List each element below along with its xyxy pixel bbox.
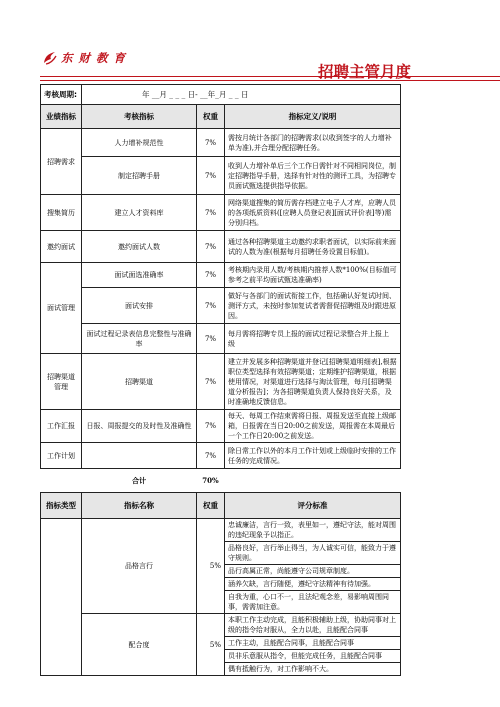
table-row (41, 288, 401, 324)
table-row (41, 354, 401, 410)
criteria-text: 品行高属正常，尚能遵守公司规章制度。 (225, 565, 401, 578)
indicator-name: 制定招聘手册 (82, 157, 197, 195)
weight-value: 7% (197, 231, 225, 263)
header-name: 指标名称 (82, 493, 197, 519)
criteria-text: 本职工作主动完成，且能积极辅助上级，协助同事对上级的指令给对服从，全力以赴，且能配合同事 (225, 614, 401, 637)
weight-value: 7% (197, 129, 225, 157)
weight-value: 7% (197, 195, 225, 231)
definition-text: 需按月统计各部门的招聘需求(以收到签字的人力增补单为准),并合理分配招聘任务。 (225, 129, 401, 157)
header-type: 指标类型 (41, 493, 82, 519)
type-cell (41, 519, 82, 676)
page-title: 招聘主管月度 (318, 63, 412, 81)
weight-value: 5% (197, 614, 225, 676)
header-indicator: 考核指标 (82, 105, 197, 129)
group-name: 面试管理 (41, 263, 82, 354)
indicator-name: 招聘渠道 (82, 354, 197, 410)
table-row (41, 231, 401, 263)
kpi-table (40, 84, 401, 493)
definition-text: 做好与各部门的面试衔接工作，包括确认好复试时间、测评方式，未按时参加复试者需督促招聘组及时跟进原因。 (225, 288, 401, 324)
table-row (41, 129, 401, 157)
criteria-text: 品格良好，言行举止得当，为人诚实可信，能致力于遵守规则。 (225, 542, 401, 565)
weight-value: 7% (197, 410, 225, 443)
total-row (41, 469, 401, 493)
table-row (41, 410, 401, 443)
weight-value: 7% (197, 354, 225, 410)
weight-value: 7% (197, 324, 225, 354)
indicator-name: 建立人才资料库 (82, 195, 197, 231)
header-rule-thin (40, 80, 500, 81)
weight-value: 5% (197, 519, 225, 614)
weight-value: 7% (197, 443, 225, 469)
indicator-name (82, 443, 197, 469)
group-name: 工作计划 (41, 443, 82, 469)
company-logo (42, 50, 126, 66)
header-definition: 指标定义/说明 (225, 105, 401, 129)
group-name: 招聘渠道管理 (41, 354, 82, 410)
criteria-text: 工作主动，且能配合同事，且能配合同事 (225, 637, 401, 650)
header-weight: 权重 (197, 105, 225, 129)
header-criteria: 评分标准 (225, 493, 401, 519)
weight-value: 7% (197, 157, 225, 195)
table-row (41, 324, 401, 354)
group-name: 搜集简历 (41, 195, 82, 231)
table-row (41, 263, 401, 288)
header-weight: 权重 (197, 493, 225, 519)
criteria-name: 配合度 (82, 614, 197, 676)
indicator-name: 邀约面试人数 (82, 231, 197, 263)
logo-mark-icon (42, 50, 58, 66)
definition-text: 每天、每周工作结束需将日报、周报发送至直接上级邮箱，日报需在当日20:00之前发送，周报需在本周最后一个工作日20:00之前发送。 (225, 410, 401, 443)
indicator-name: 面试过程记录表信息完整性与准确率 (82, 324, 197, 354)
total-label: 合计 (132, 475, 146, 485)
group-name: 招聘需求 (41, 129, 82, 195)
indicator-name: 人力增补规范性 (82, 129, 197, 157)
definition-text: 考核期内录用人数/考核期内推荐人数*100%(目标值可参考之前平均面试甄选准确率) (225, 263, 401, 288)
indicator-name: 面试面选准确率 (82, 263, 197, 288)
table-row (41, 614, 401, 637)
weight-value: 7% (197, 263, 225, 288)
table-row (41, 157, 401, 195)
criteria-text: 忠诚廉洁，言行一致，表里如一，遵纪守法，能对周围的违纪现象予以指正。 (225, 519, 401, 542)
definition-text: 网络渠道搜集的简历需存档建立电子人才库，应聘人员的各项纸质资料([应聘人员登记表][面试评价表]等)需分别归档。 (225, 195, 401, 231)
indicator-name: 日报、周报提交的及时性及准确性 (82, 410, 197, 443)
header-category: 业绩指标 (41, 105, 82, 129)
criteria-text: 涵养欠缺，言行随便，遵纪守法精神有待加强。 (225, 578, 401, 591)
criteria-text: 员非乐意服从指令，但能完成任务，且能配合同事 (225, 650, 401, 663)
table-row (41, 195, 401, 231)
criteria-text: 自我为重，心口不一，且法纪观念差，易影响周围同事，需需加注意。 (225, 591, 401, 614)
period-value: 年 __月 _ _ _ 日- __年_月 _ _ 日 (82, 85, 401, 105)
group-name: 邀约面试 (41, 231, 82, 263)
quality-table (40, 492, 401, 676)
group-name: 工作汇报 (41, 410, 82, 443)
period-label: 考核周期: (41, 85, 82, 105)
header-rule (40, 76, 500, 77)
table-row (41, 519, 401, 542)
table-row (41, 443, 401, 469)
total-value: 70% (202, 475, 219, 485)
definition-text: 除日常工作以外的本月工作计划或上级临时安排的工作任务的完成情况。 (225, 443, 401, 469)
criteria-name: 品格言行 (82, 519, 197, 614)
indicator-name: 面试安排 (82, 288, 197, 324)
logo-text: 东 财 教 育 (61, 51, 127, 65)
definition-text: 建立并发展多种招聘渠道并登记[招聘渠道明细表],根据职位类型选择有效招聘渠道；定期维护招聘渠道，根据使用情况，对渠道进行选择与淘汰管理，每月[招聘渠道分析报告]；为各招聘渠道负责人保持良好关系，及时准确地反馈信息。 (225, 354, 401, 410)
definition-text: 每月需将招聘专员上报的面试过程记录整合并上报上 级 (225, 324, 401, 354)
criteria-text: 偶有抵触行为，对工作影响不大。 (225, 663, 401, 676)
weight-value: 7% (197, 288, 225, 324)
definition-text: 收到人力增补单后三个工作日需针对不同相同岗位，制定招聘指导手册，选择有针对性的测评工具，为招聘专员面试甄选提供指导依据。 (225, 157, 401, 195)
definition-text: 通过各种招聘渠道主动邀约求职者面试，以实际前来面试的人数为准(根据每月招聘任务设置目标值)。 (225, 231, 401, 263)
